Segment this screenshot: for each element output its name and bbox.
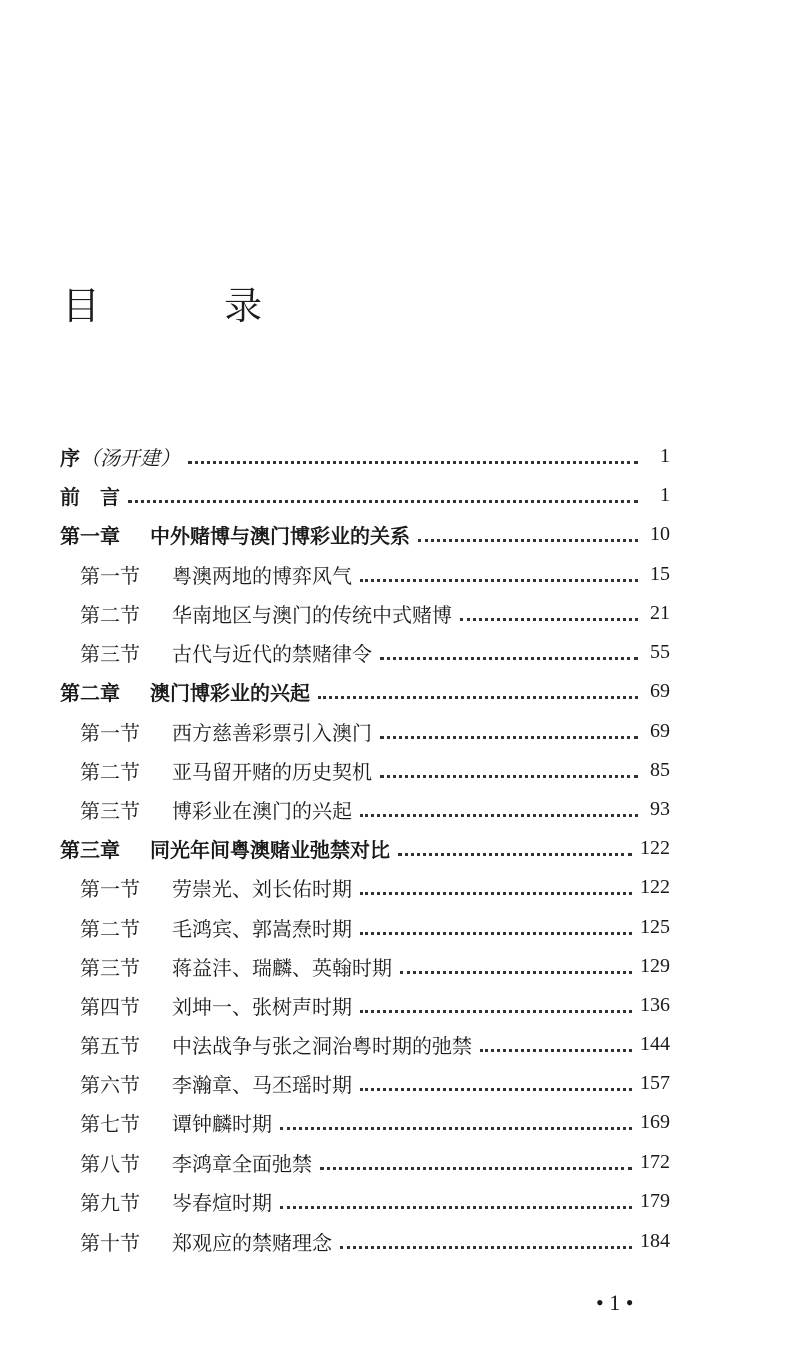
- dot-leader: [360, 932, 632, 935]
- page-number: • 1 •: [596, 1290, 634, 1315]
- toc-entry-section[interactable]: [80, 1146, 670, 1178]
- entry-number: 第一节: [80, 563, 140, 588]
- entry-page: 122: [640, 836, 670, 859]
- entry-number: 第三节: [80, 955, 140, 980]
- entry-title: 毛鸿宾、郭嵩焘时期: [172, 916, 352, 941]
- dot-leader: [360, 579, 638, 582]
- entry-number: 第二节: [80, 602, 140, 627]
- entry-title: 澳门博彩业的兴起: [150, 680, 310, 705]
- dot-leader: [460, 618, 638, 621]
- entry-page: 69: [650, 719, 670, 742]
- entry-title: 谭钟麟时期: [172, 1111, 272, 1136]
- entry-page: 55: [650, 640, 670, 663]
- toc-entry-section[interactable]: [80, 597, 670, 629]
- entry-title: 李瀚章、马丕瑶时期: [172, 1072, 352, 1097]
- toc-entry-section[interactable]: [80, 1106, 670, 1138]
- dot-leader: [318, 696, 638, 699]
- entry-number: 第二节: [80, 759, 140, 784]
- entry-number: 第五节: [80, 1033, 140, 1058]
- entry-number: 第三章: [60, 837, 120, 862]
- entry-page: 136: [640, 993, 670, 1016]
- dot-leader: [360, 892, 632, 895]
- toc-entry-chapter[interactable]: [60, 832, 670, 864]
- dot-leader: [280, 1127, 632, 1130]
- entry-title: 岑春煊时期: [172, 1190, 272, 1215]
- entry-page: 1: [660, 444, 670, 467]
- entry-title: 中法战争与张之洞治粤时期的弛禁: [172, 1033, 472, 1058]
- toc-entry-section[interactable]: [80, 1225, 670, 1257]
- dot-leader: [360, 814, 638, 817]
- entry-number: 第十节: [80, 1230, 140, 1255]
- toc-entry-section[interactable]: [80, 989, 670, 1021]
- entry-title: 中外赌博与澳门博彩业的关系: [150, 523, 410, 548]
- entry-title: 郑观应的禁赌理念: [172, 1230, 332, 1255]
- entry-page: 85: [650, 758, 670, 781]
- toc-entry-chapter[interactable]: [60, 675, 670, 707]
- entry-page: 169: [640, 1110, 670, 1133]
- toc-entry-section[interactable]: [80, 871, 670, 903]
- entry-number: 第四节: [80, 994, 140, 1019]
- dot-leader: [480, 1049, 632, 1052]
- entry-title: 刘坤一、张树声时期: [172, 994, 352, 1019]
- dot-leader: [380, 736, 638, 739]
- entry-title: 同光年间粤澳赌业弛禁对比: [150, 837, 390, 862]
- dot-leader: [340, 1246, 632, 1249]
- entry-number: 第一节: [80, 876, 140, 901]
- dot-leader: [320, 1167, 632, 1170]
- toc-entry-section[interactable]: [80, 793, 670, 825]
- entry-page: 21: [650, 601, 670, 624]
- entry-number: 第九节: [80, 1190, 140, 1215]
- entry-title: 李鸿章全面弛禁: [172, 1151, 312, 1176]
- toc-entry-section[interactable]: [80, 950, 670, 982]
- entry-page: 69: [650, 679, 670, 702]
- entry-page: 125: [640, 915, 670, 938]
- toc-entry-section[interactable]: [80, 1185, 670, 1217]
- dot-leader: [398, 853, 632, 856]
- entry-page: 15: [650, 562, 670, 585]
- page-title: 目 录: [62, 284, 319, 328]
- entry-page: 129: [640, 954, 670, 977]
- entry-page: 144: [640, 1032, 670, 1055]
- entry-title: （汤开建）: [80, 445, 180, 470]
- dot-leader: [360, 1010, 632, 1013]
- entry-number: 第六节: [80, 1072, 140, 1097]
- entry-page: 10: [650, 522, 670, 545]
- entry-title: 劳崇光、刘长佑时期: [172, 876, 352, 901]
- dot-leader: [400, 971, 632, 974]
- entry-title: 蒋益沣、瑞麟、英翰时期: [172, 955, 392, 980]
- entry-page: 122: [640, 875, 670, 898]
- entry-title: 言: [100, 484, 120, 509]
- toc-entry-section[interactable]: [80, 558, 670, 590]
- dot-leader: [380, 775, 638, 778]
- dot-leader: [360, 1088, 632, 1091]
- entry-title: 亚马留开赌的历史契机: [172, 759, 372, 784]
- entry-page: 184: [640, 1229, 670, 1252]
- entry-title: 古代与近代的禁赌律令: [172, 641, 372, 666]
- entry-number: 第八节: [80, 1151, 140, 1176]
- entry-number: 第二章: [60, 680, 120, 705]
- toc-entry-section[interactable]: [80, 754, 670, 786]
- toc-entry-foreword[interactable]: [60, 479, 670, 511]
- entry-page: 93: [650, 797, 670, 820]
- toc-entry-preface[interactable]: [60, 440, 670, 472]
- dot-leader: [418, 539, 638, 542]
- entry-title: 西方慈善彩票引入澳门: [172, 720, 372, 745]
- entry-page: 179: [640, 1189, 670, 1212]
- entry-page: 157: [640, 1071, 670, 1094]
- entry-title: 博彩业在澳门的兴起: [172, 798, 352, 823]
- entry-page: 172: [640, 1150, 670, 1173]
- toc-entry-chapter[interactable]: [60, 518, 670, 550]
- toc-entry-section[interactable]: [80, 1028, 670, 1060]
- entry-number: 第二节: [80, 916, 140, 941]
- entry-number: 第三节: [80, 798, 140, 823]
- entry-number: 前: [60, 484, 80, 509]
- entry-title: 华南地区与澳门的传统中式赌博: [172, 602, 452, 627]
- entry-number: 序: [60, 445, 80, 470]
- entry-number: 第一章: [60, 523, 120, 548]
- entry-number: 第七节: [80, 1111, 140, 1136]
- dot-leader: [188, 461, 638, 464]
- toc-entry-section[interactable]: [80, 715, 670, 747]
- toc-entry-section[interactable]: [80, 1067, 670, 1099]
- dot-leader: [128, 500, 638, 503]
- toc-entry-section[interactable]: [80, 636, 670, 668]
- entry-page: 1: [660, 483, 670, 506]
- dot-leader: [380, 657, 638, 660]
- toc-entry-section[interactable]: [80, 911, 670, 943]
- entry-title: 粤澳两地的博弈风气: [172, 563, 352, 588]
- entry-number: 第一节: [80, 720, 140, 745]
- entry-number: 第三节: [80, 641, 140, 666]
- dot-leader: [280, 1206, 632, 1209]
